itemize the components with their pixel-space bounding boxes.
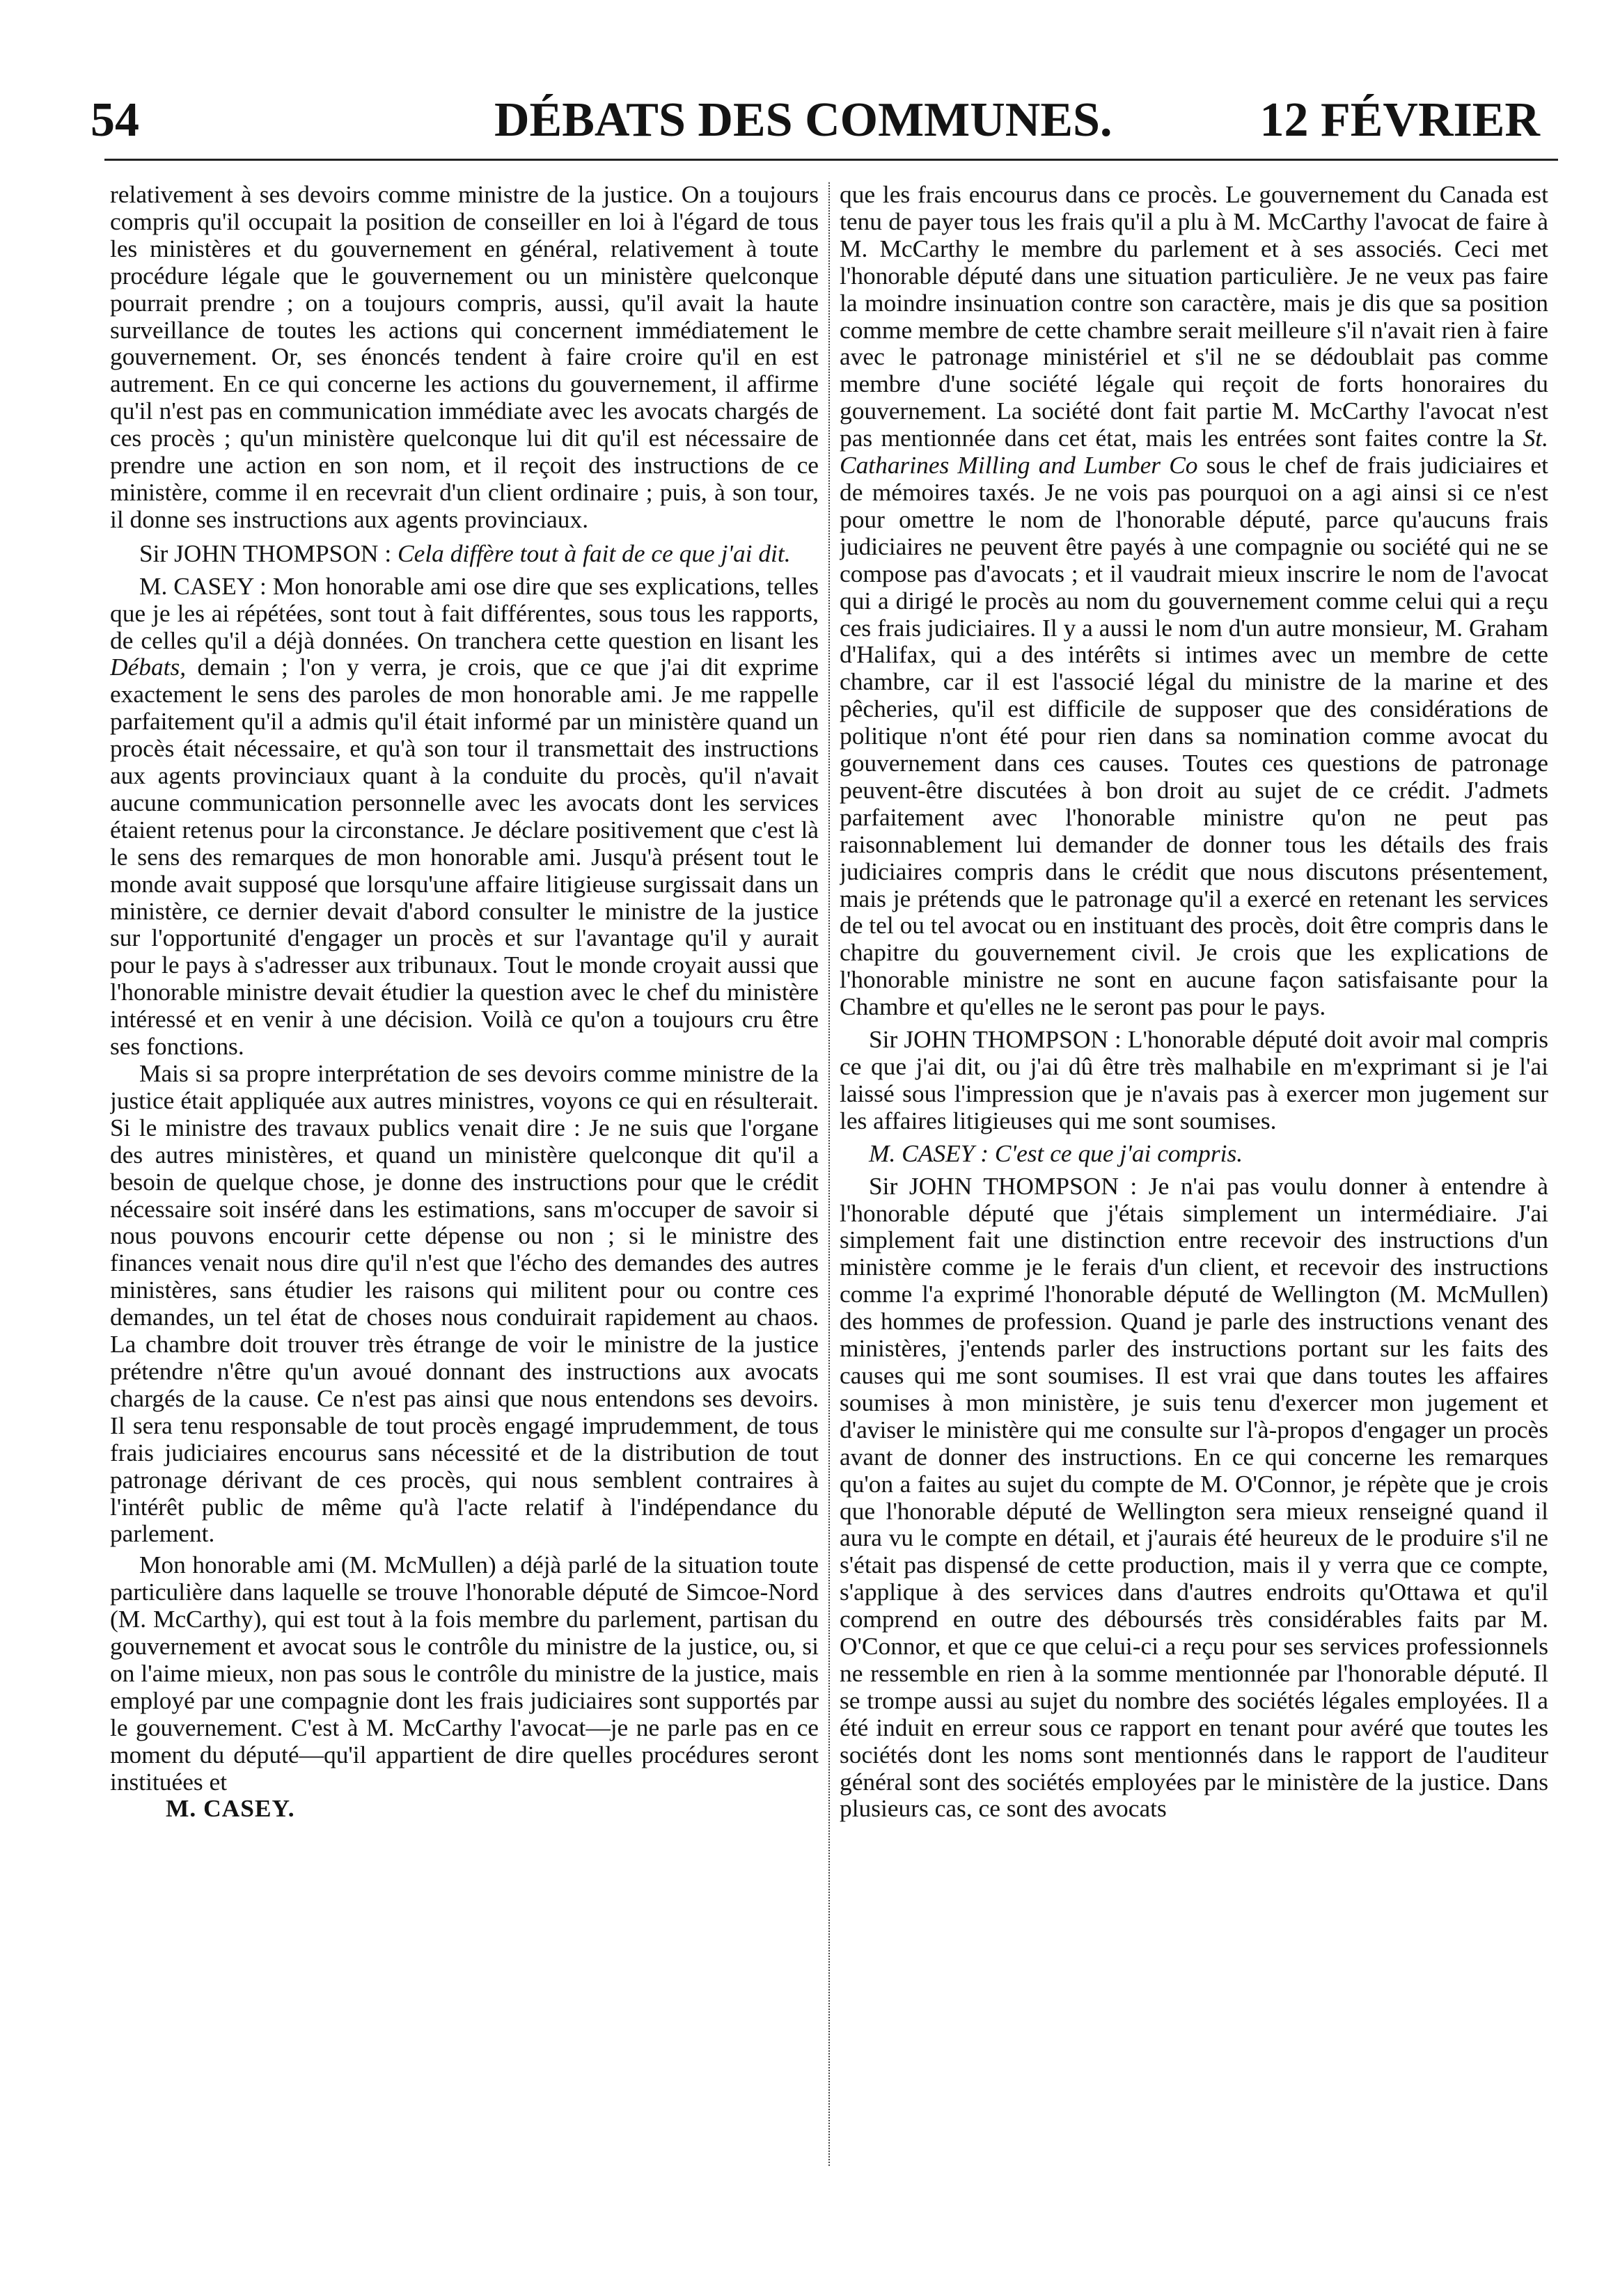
- paragraph-text: Cela diffère tout à fait de ce que j'ai dit.: [398, 539, 791, 567]
- paragraph-text: Mais si sa propre interprétation de ses devoirs comme ministre de la justice était appliquée aux autres ministres, voyons ce qui en résulterait. Si le ministre des travaux publics venait dire : Je ne suis que l'organe des autres ministères, et quand un ministère quelconque dit qu'il a besoin de quelque chose, je donne des instructions pour que le crédit nécessaire soit inséré dans les estimations, sans m'occuper de savoir si nous pouvons encourir cette dépense ou non ; si le ministre des finances venait nous dire qu'il n'est que l'écho des demandes des autres ministères, sans étudier les raisons qui militent pour ou contre ces demandes, un tel état de choses nous conduirait rapidement au chaos. La chambre doit trouver très étrange de voir le ministre de la justice prétendre n'être qu'un avoué donnant des instructions aux avocats chargés de la cause. Ce n'est pas ainsi que nous entendons ses devoirs. Il sera tenu responsable de tout procès engagé imprudemment, de tous frais judiciaires encourus sans nécessité et de la distribution de tout patronage dérivant de ces procès, qui nous semblent contraires à l'intérêt public de même qu'à l'acte relatif à l'indépendance du parlement.: [110, 1059, 819, 1548]
- paragraph: [110, 1551, 819, 1795]
- page-header: [91, 82, 1552, 159]
- speaker-name: Sir JOHN THOMPSON :: [869, 1171, 1138, 1200]
- left-column: [110, 181, 819, 2255]
- page-signature: M. CASEY.: [166, 1794, 295, 1823]
- right-column: [840, 181, 1548, 2255]
- paragraph: [110, 181, 819, 533]
- paragraph-text: Mon honorable ami ose dire que ses explications, telles que je les ai répétées, sont tout à fait différentes, sous tous les rapports, de celles qu'il a déjà données. On tranchera cette question en lisant les: [110, 571, 819, 654]
- paragraph-text: Mon honorable ami (M. McMullen) a déjà parlé de la situation toute particulière dans laquelle se trouve l'honorable député de Simcoe-Nord (M. McCarthy), qui est tout à la fois membre du parlement, partisan du gouvernement et avocat sous le contrôle du ministre de la justice, ou, si on l'aime mieux, non pas sous le contrôle du ministre de la justice, mais employé par une compagnie dont les frais judiciaires sont supportés par le gouvernement. C'est à M. McCarthy l'avocat—je ne parle pas en ce moment du député—qu'il appartient de dire quelles procédures seront instituées et: [110, 1551, 819, 1796]
- paragraph-text: C'est ce que j'ai compris.: [994, 1139, 1243, 1167]
- paragraph: [110, 1060, 819, 1547]
- emphasis-text: Débats,: [110, 653, 187, 681]
- emphasis-text: St. Catharines Milling and Lumber Co: [840, 424, 1548, 480]
- paragraph: [840, 1173, 1548, 1823]
- speaker-name: Sir JOHN THOMPSON :: [869, 1025, 1122, 1054]
- paragraph: [110, 573, 819, 1060]
- page-number: 54: [91, 93, 139, 147]
- speaker-name: M. CASEY :: [869, 1139, 989, 1167]
- paragraph-text: que les frais encourus dans ce procès. Le gouvernement du Canada est tenu de payer tous les frais qu'il a plu à M. McCarthy l'avocat de faire à M. McCarthy le membre du parlement et à ses associés. Ceci met l'honorable député dans une situation particulière. Je ne veux pas faire la moindre insinuation contre son caractère, mais je dis que sa position comme membre de cette chambre serait meilleure s'il n'avait rien à faire avec le patronage ministériel et s'il ne se dédoublait pas comme membre d'une société légale qui reçoit de forts honoraires du gouvernement. La société dont fait partie M. McCarthy l'avocat n'est pas mentionnée dans cet état, mais les entrées sont faites contre la: [840, 181, 1548, 452]
- paragraph: [840, 1140, 1548, 1167]
- speaker-name: M. CASEY :: [139, 571, 267, 600]
- page-date: 12 FÉVRIER: [1259, 93, 1540, 147]
- paragraph: [110, 540, 819, 567]
- header-rule: [104, 159, 1558, 161]
- paragraph: [840, 181, 1548, 1020]
- paragraph-text: relativement à ses devoirs comme ministre de la justice. On a toujours compris qu'il occupait la position de conseiller en loi à l'égard de tous les ministères et du gouvernement en général, relativement à toute procédure légale que le gouvernement ou un ministère quelconque pourrait prendre ; on a toujours compris, aussi, qu'il avait la haute surveillance de toutes les actions qui concernent immédiatement le gouvernement. Or, ses énoncés tendent à faire croire qu'il en est autrement. En ce qui concerne les actions du gouvernement, il affirme qu'il n'est pas en communication immédiate avec les avocats chargés de ces procès ; qu'un ministère quelconque lui dit qu'il est nécessaire de prendre une action en son nom, et il reçoit des instructions de ce ministère, comme il en recevrait d'un client ordinaire ; puis, à son tour, il donne ses instructions aux agents provinciaux.: [110, 181, 819, 533]
- page-title: DÉBATS DES COMMUNES.: [494, 93, 1112, 147]
- paragraph-text: Je n'ai pas voulu donner à entendre à l'honorable député que j'étais simplement un intermédiaire. J'ai simplement fait une distinction entre recevoir des instructions d'un ministère comme je le ferais d'un client, et recevoir des instructions comme l'a exprimé l'honorable député de Wellington (M. McMullen) des hommes de profession. Quand je parle des instructions venant des ministères, j'entends parler des instructions portant sur les faits des causes qui me sont soumises. Il est vrai que dans toutes les affaires soumises à mon ministère, je suis tenu d'exercer mon jugement et d'aviser le ministère qui me consulte sur l'à-propos d'engager un procès avant de donner des instructions. En ce qui concerne les remarques qu'on a faites au sujet du compte de M. O'Connor, je répète que je crois que l'honorable député de Wellington sera mieux renseigné quand il aura vu le compte en détail, et j'aurais été heureux de le produire s'il ne s'était pas dispensé de cette production, mais il y verra que ce compte, s'applique à des services dans d'autres endroits qu'Ottawa et qu'il comprend en outre des déboursés très considérables faits par M. O'Connor, et que ce que celui-ci a reçu pour ses services professionnels ne ressemble en rien à la somme mentionnée par l'honorable député. Il se trompe aussi au sujet du nombre des sociétés légales employées. Il a été induit en erreur sous ce rapport en tenant pour avéré que toutes les sociétés dont les noms sont mentionnés dans le rapport de l'auditeur général sont des sociétés employées par le ministère de la justice. Dans plusieurs cas, ce sont des avocats: [840, 1171, 1548, 1823]
- paragraph-text: L'honorable député doit avoir mal compris ce que j'ai dit, ou j'ai dû être très malhabile en m'exprimant si je l'ai laissé sous l'impression que je n'avais pas à exercer mon jugement sur les affaires litigieuses qui me sont soumises.: [840, 1025, 1548, 1134]
- paragraph-text: sous le chef de frais judiciaires et de mémoires taxés. Je ne vois pas pourquoi on a agi ainsi si ce n'est pour omettre le nom de l'honorable député, parce qu'aucuns frais judiciaires ne peuvent être payés à une compagnie ou société qui ne se compose pas d'avocats ; et il vaudrait mieux inscrire le nom de l'avocat qui a dirigé le procès au nom du gouvernement comme celui qui a reçu ces frais judiciaires. Il y a aussi le nom d'un autre monsieur, M. Graham d'Halifax, qui a des intérêts si intimes avec un membre de cette chambre, car il est l'associé légal du ministre de la marine et des pêcheries, qu'il est difficile de supposer que des considérations de politique n'ont été pour rien dans sa nomination comme avocat du gouvernement dans ces causes. Toutes ces questions de patronage peuvent-être discutées à bon droit au sujet de ce crédit. J'admets parfaitement avec l'honorable ministre qu'on ne peut pas raisonnablement lui demander de donner tous les détails des frais judiciaires compris dans le crédit que nous discutons présentement, mais je prétends que le patronage qu'il a exercé en retenant les services de tel ou tel avocat ou en instituant des procès, doit être compris dans le chapitre du gouvernement civil. Je crois que les explications de l'honorable ministre ne sont en aucune façon satisfaisante pour la Chambre et qu'elles ne le seront pas pour le pays.: [840, 451, 1548, 1021]
- speaker-name: Sir JOHN THOMPSON :: [139, 539, 392, 567]
- paragraph: [840, 1026, 1548, 1134]
- paragraph-text: demain ; l'on y verra, je crois, que ce que j'ai dit exprime exactement le sens des paroles de mon honorable ami. Je me rappelle parfaitement qu'il a admis qu'il était informé par un ministère quand un procès était nécessaire, et qu'à son tour il transmettait des instructions aux agents provinciaux quant à la conduite du procès, qu'il n'avait aucune communication personnelle avec les avocats dont les services étaient retenus pour la circonstance. Je déclare positivement que c'est là le sens des remarques de mon honorable ami. Jusqu'à présent tout le monde avait supposé que lorsqu'une affaire litigieuse surgissait dans un ministère, ce dernier devait d'abord consulter le ministre de la justice sur l'opportunité d'engager un procès et sur l'avantage qu'il y aurait pour le pays à s'adresser aux tribunaux. Tout le monde croyait aussi que l'honorable ministre devait étudier la question avec le chef du ministère intéressé et en venir à une décision. Voilà ce qu'on a toujours cru être ses fonctions.: [110, 653, 819, 1061]
- column-divider: [828, 182, 830, 2166]
